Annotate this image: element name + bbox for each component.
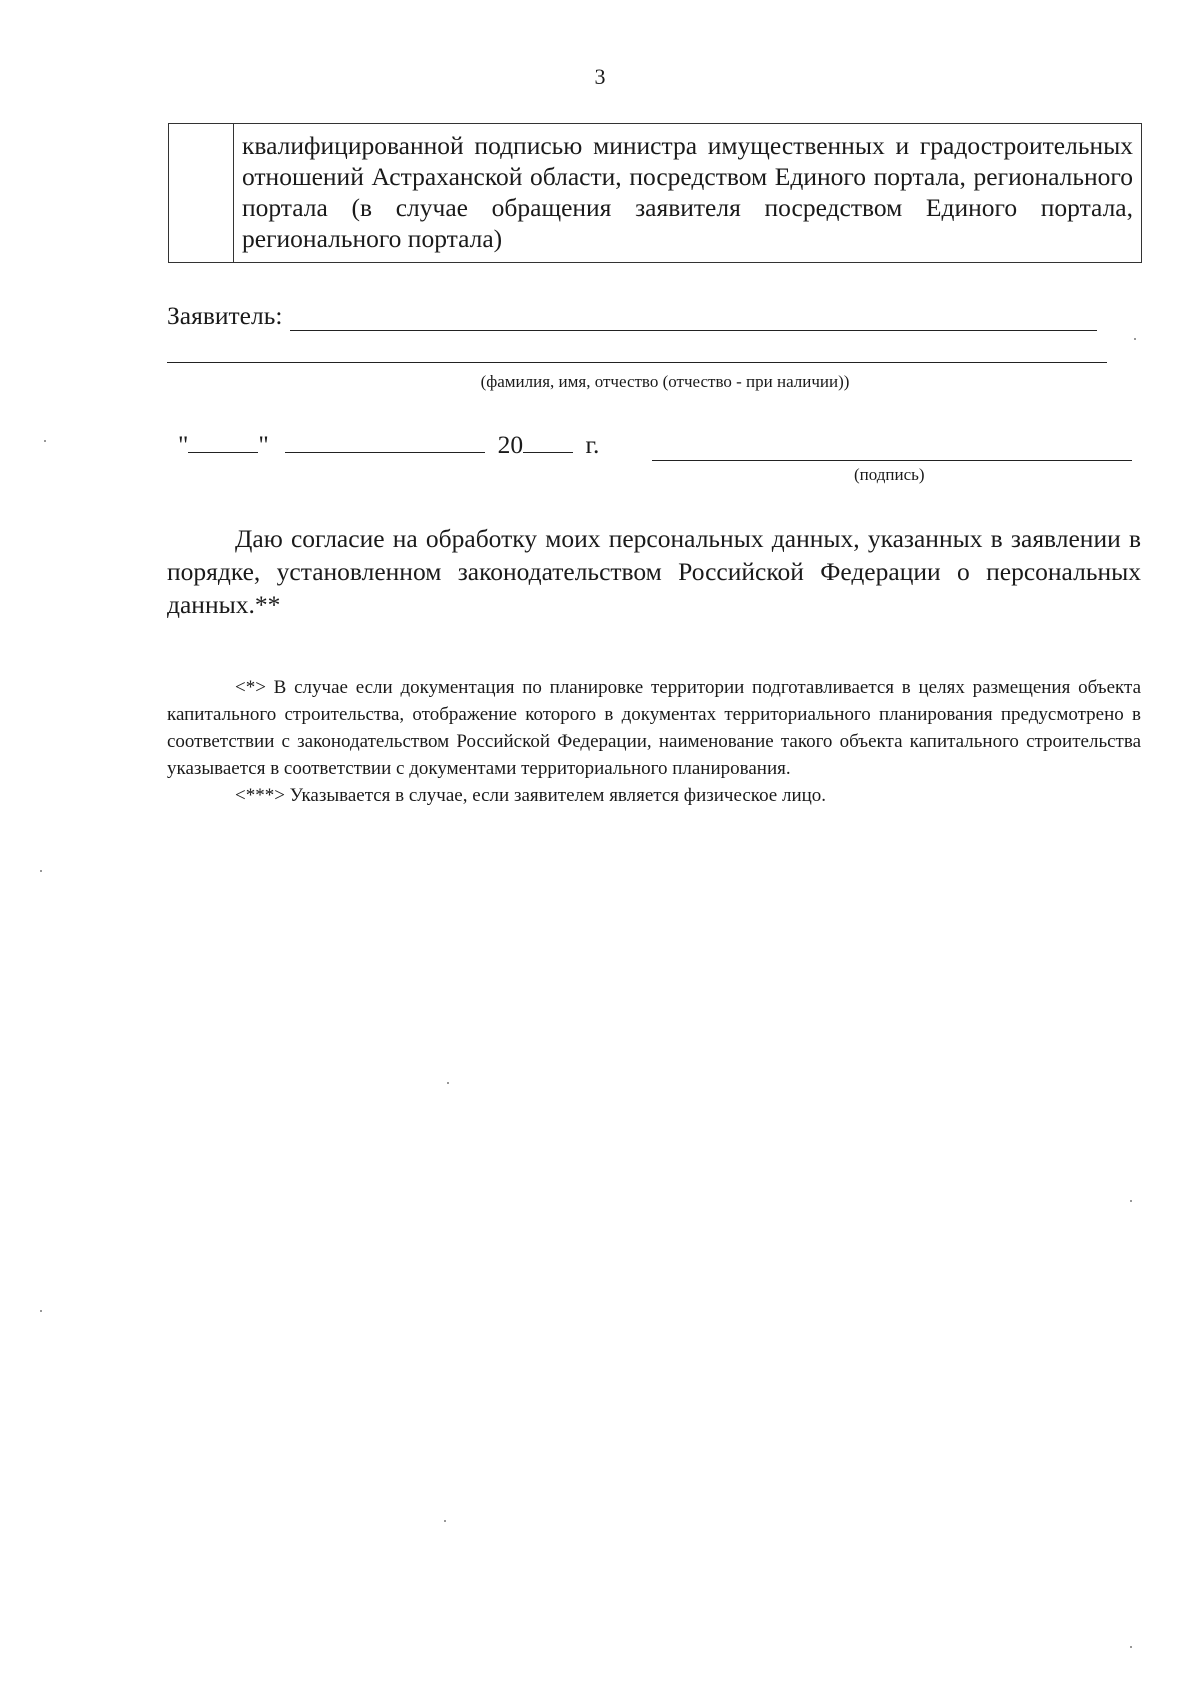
scan-speck [40, 870, 42, 872]
table-cell-number [169, 124, 234, 262]
document-table [168, 123, 1142, 263]
footnotes [167, 674, 1141, 809]
signature-field[interactable] [652, 460, 1132, 461]
applicant-name-field[interactable] [290, 300, 1097, 331]
consent-paragraph: Даю согласие на обработку моих персональных данных, указанных в заявлении в порядке, установленном законодательством Российской Федерации о персональных данных.** [167, 524, 1141, 619]
quote-open: " [178, 430, 189, 459]
applicant-row [167, 300, 1097, 331]
page-number: 3 [594, 64, 606, 89]
applicant-label: Заявитель: [167, 301, 283, 330]
scan-speck [1130, 1646, 1132, 1648]
scan-speck [44, 440, 46, 442]
day-field[interactable] [188, 428, 258, 453]
year-field[interactable] [523, 428, 573, 453]
scan-speck [1134, 338, 1136, 340]
quote-close: " [258, 430, 269, 459]
scan-speck [40, 1310, 42, 1312]
footnote-1: <*> В случае если документация по планировке территории подготавливается в целях размещения объекта капитального строительства, отображение которого в документах территориального планирования предусмотрено в соответствии с законодательством Российской Федерации, наименование такого объекта капитального строительства указывается в соответствии с документами территориального планирования. [167, 677, 1141, 779]
year-prefix: 20 [497, 430, 524, 459]
applicant-name-field-continuation[interactable] [167, 362, 1107, 363]
scan-speck [447, 1082, 449, 1084]
footnote-2: <***> Указывается в случае, если заявителем является физическое лицо. [235, 785, 827, 806]
table-cell-text: квалифицированной подписью министра имущественных и градостроительных отношений Астраханской области, посредством Единого портала, регионального портала (в случае обращения заявителя посредством Единого портала, регионального портала) [242, 131, 1133, 253]
fio-caption: (фамилия, имя, отчество (отчество - при наличии)) [480, 372, 850, 391]
signature-caption: (подпись) [854, 465, 925, 484]
month-field[interactable] [285, 428, 485, 453]
date-row [178, 428, 599, 460]
year-suffix: г. [585, 430, 600, 459]
scan-speck [444, 1520, 446, 1522]
scan-speck [1130, 1200, 1132, 1202]
